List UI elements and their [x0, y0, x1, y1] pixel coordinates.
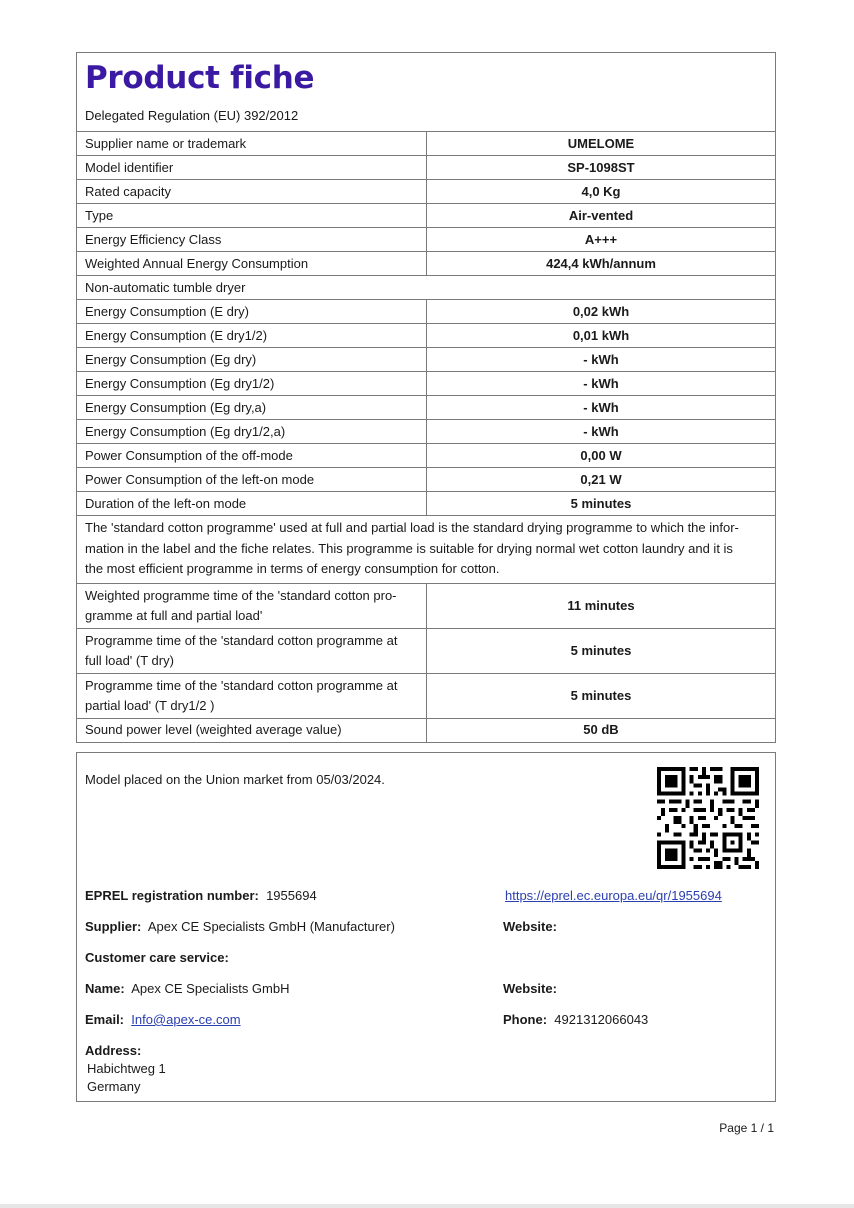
row-value: 5 minutes — [427, 628, 776, 673]
phone-label: Phone: — [503, 1012, 548, 1027]
email-link[interactable]: Info@apex-ce.com — [131, 1012, 241, 1027]
table-row — [77, 583, 775, 628]
website-label: Website: — [503, 919, 557, 934]
customer-care-row — [85, 949, 229, 967]
table-row — [77, 300, 775, 324]
row-value: 0,00 W — [427, 444, 776, 468]
eprel-link-row — [505, 887, 722, 905]
row-label — [77, 583, 427, 628]
row-label-line: partial load' (T dry1/2 ) — [85, 697, 215, 713]
table-row — [77, 718, 775, 742]
row-value: - kWh — [427, 396, 776, 420]
row-value: 5 minutes — [427, 492, 776, 516]
row-label: Type — [77, 204, 427, 228]
row-label: Energy Consumption (Eg dry1/2) — [77, 372, 427, 396]
page-title: Product fiche — [85, 60, 315, 96]
note-line: the most efficient programme in terms of energy consumption for cotton. — [85, 561, 500, 576]
row-value: - kWh — [427, 348, 776, 372]
programme-note — [77, 516, 775, 584]
supplier-info-box — [76, 752, 776, 1102]
row-value: - kWh — [427, 420, 776, 444]
page-edge — [0, 1204, 854, 1208]
regulation-reference: Delegated Regulation (EU) 392/2012 — [85, 108, 299, 123]
table-row — [77, 396, 775, 420]
row-label: Duration of the left-on mode — [77, 492, 427, 516]
website-row — [503, 918, 557, 936]
row-label-line: Programme time of the 'standard cotton programme at — [85, 677, 398, 693]
row-value: 50 dB — [427, 718, 776, 742]
row-value: 11 minutes — [427, 583, 776, 628]
row-value: A+++ — [427, 228, 776, 252]
address-row — [85, 1042, 141, 1060]
website2-label: Website: — [503, 981, 557, 996]
market-date: Model placed on the Union market from 05/03/2024. — [85, 772, 385, 787]
customer-care-label: Customer care service: — [85, 950, 229, 965]
row-value: SP-1098ST — [427, 156, 776, 180]
table-row — [77, 372, 775, 396]
address-line: Habichtweg 1 — [87, 1061, 166, 1076]
table-row — [77, 628, 775, 673]
row-label: Energy Consumption (E dry) — [77, 300, 427, 324]
row-label: Energy Consumption (E dry1/2) — [77, 324, 427, 348]
phone-row — [503, 1011, 648, 1029]
email-label: Email: — [85, 1012, 125, 1027]
row-value: 5 minutes — [427, 673, 776, 718]
table-row — [77, 132, 775, 156]
row-label-line: Programme time of the 'standard cotton programme at — [85, 632, 398, 648]
row-label: Energy Consumption (Eg dry) — [77, 348, 427, 372]
row-value: UMELOME — [567, 135, 635, 151]
supplier-row — [85, 918, 395, 936]
row-label-line: gramme at full and partial load' — [85, 607, 263, 623]
row-label-line: full load' (T dry) — [85, 652, 174, 668]
table-row — [77, 204, 775, 228]
table-row — [77, 673, 775, 718]
note-row — [77, 516, 775, 584]
table-row — [77, 324, 775, 348]
email-row — [85, 1011, 241, 1029]
row-label-line: Weighted programme time of the 'standard cotton pro- — [85, 587, 397, 603]
row-label: Sound power level (weighted average value) — [77, 718, 427, 742]
row-label: Power Consumption of the off-mode — [77, 444, 427, 468]
section-row — [77, 276, 775, 300]
row-label — [77, 628, 427, 673]
eprel-link[interactable]: https://eprel.ec.europa.eu/qr/1955694 — [505, 888, 722, 903]
name-row — [85, 980, 290, 998]
address-line: Germany — [87, 1079, 141, 1094]
eprel-registration — [85, 887, 317, 905]
row-value: 0,01 kWh — [427, 324, 776, 348]
phone-value: 4921312066043 — [554, 1012, 649, 1027]
row-value: 4,0 Kg — [427, 180, 776, 204]
row-label: Energy Consumption (Eg dry1/2,a) — [77, 420, 427, 444]
row-value: 0,21 W — [427, 468, 776, 492]
row-label: Model identifier — [77, 156, 427, 180]
table-row — [77, 444, 775, 468]
title-block — [77, 53, 775, 132]
table-row — [77, 468, 775, 492]
supplier-value: Apex CE Specialists GmbH (Manufacturer) — [147, 919, 395, 934]
table-row — [77, 156, 775, 180]
row-value: Air-vented — [427, 204, 776, 228]
row-value: 0,02 kWh — [427, 300, 776, 324]
note-line: The 'standard cotton programme' used at full and partial load is the standard drying programme to which the infor- — [85, 520, 739, 535]
name-label: Name: — [85, 981, 125, 996]
table-row — [77, 252, 775, 276]
table-row — [77, 228, 775, 252]
supplier-label: Supplier: — [85, 919, 142, 934]
row-label: Rated capacity — [77, 180, 427, 204]
website2-row — [503, 980, 557, 998]
name-value: Apex CE Specialists GmbH — [131, 981, 290, 996]
row-label — [77, 673, 427, 718]
row-label: Energy Consumption (Eg dry,a) — [77, 396, 427, 420]
address-label: Address: — [85, 1043, 142, 1058]
row-label: Energy Efficiency Class — [77, 228, 427, 252]
row-value: 424,4 kWh/annum — [427, 252, 776, 276]
fiche-table — [77, 132, 775, 742]
table-row — [77, 180, 775, 204]
table-row — [77, 348, 775, 372]
row-label: Power Consumption of the left-on mode — [77, 468, 427, 492]
table-row — [77, 420, 775, 444]
eprel-number: 1955694 — [266, 888, 317, 903]
page-number: Page 1 / 1 — [719, 1121, 774, 1135]
section-label: Non-automatic tumble dryer — [77, 276, 775, 300]
qr-code-icon[interactable] — [657, 767, 759, 869]
eprel-label: EPREL registration number: — [85, 888, 259, 903]
product-fiche-sheet — [76, 52, 776, 743]
row-label: Supplier name or trademark — [77, 132, 427, 156]
table-row — [77, 492, 775, 516]
row-value: - kWh — [427, 372, 776, 396]
note-line: mation in the label and the fiche relates. This programme is suitable for drying normal wet cotton laundry and it is — [85, 540, 733, 556]
row-label: Weighted Annual Energy Consumption — [77, 252, 427, 276]
